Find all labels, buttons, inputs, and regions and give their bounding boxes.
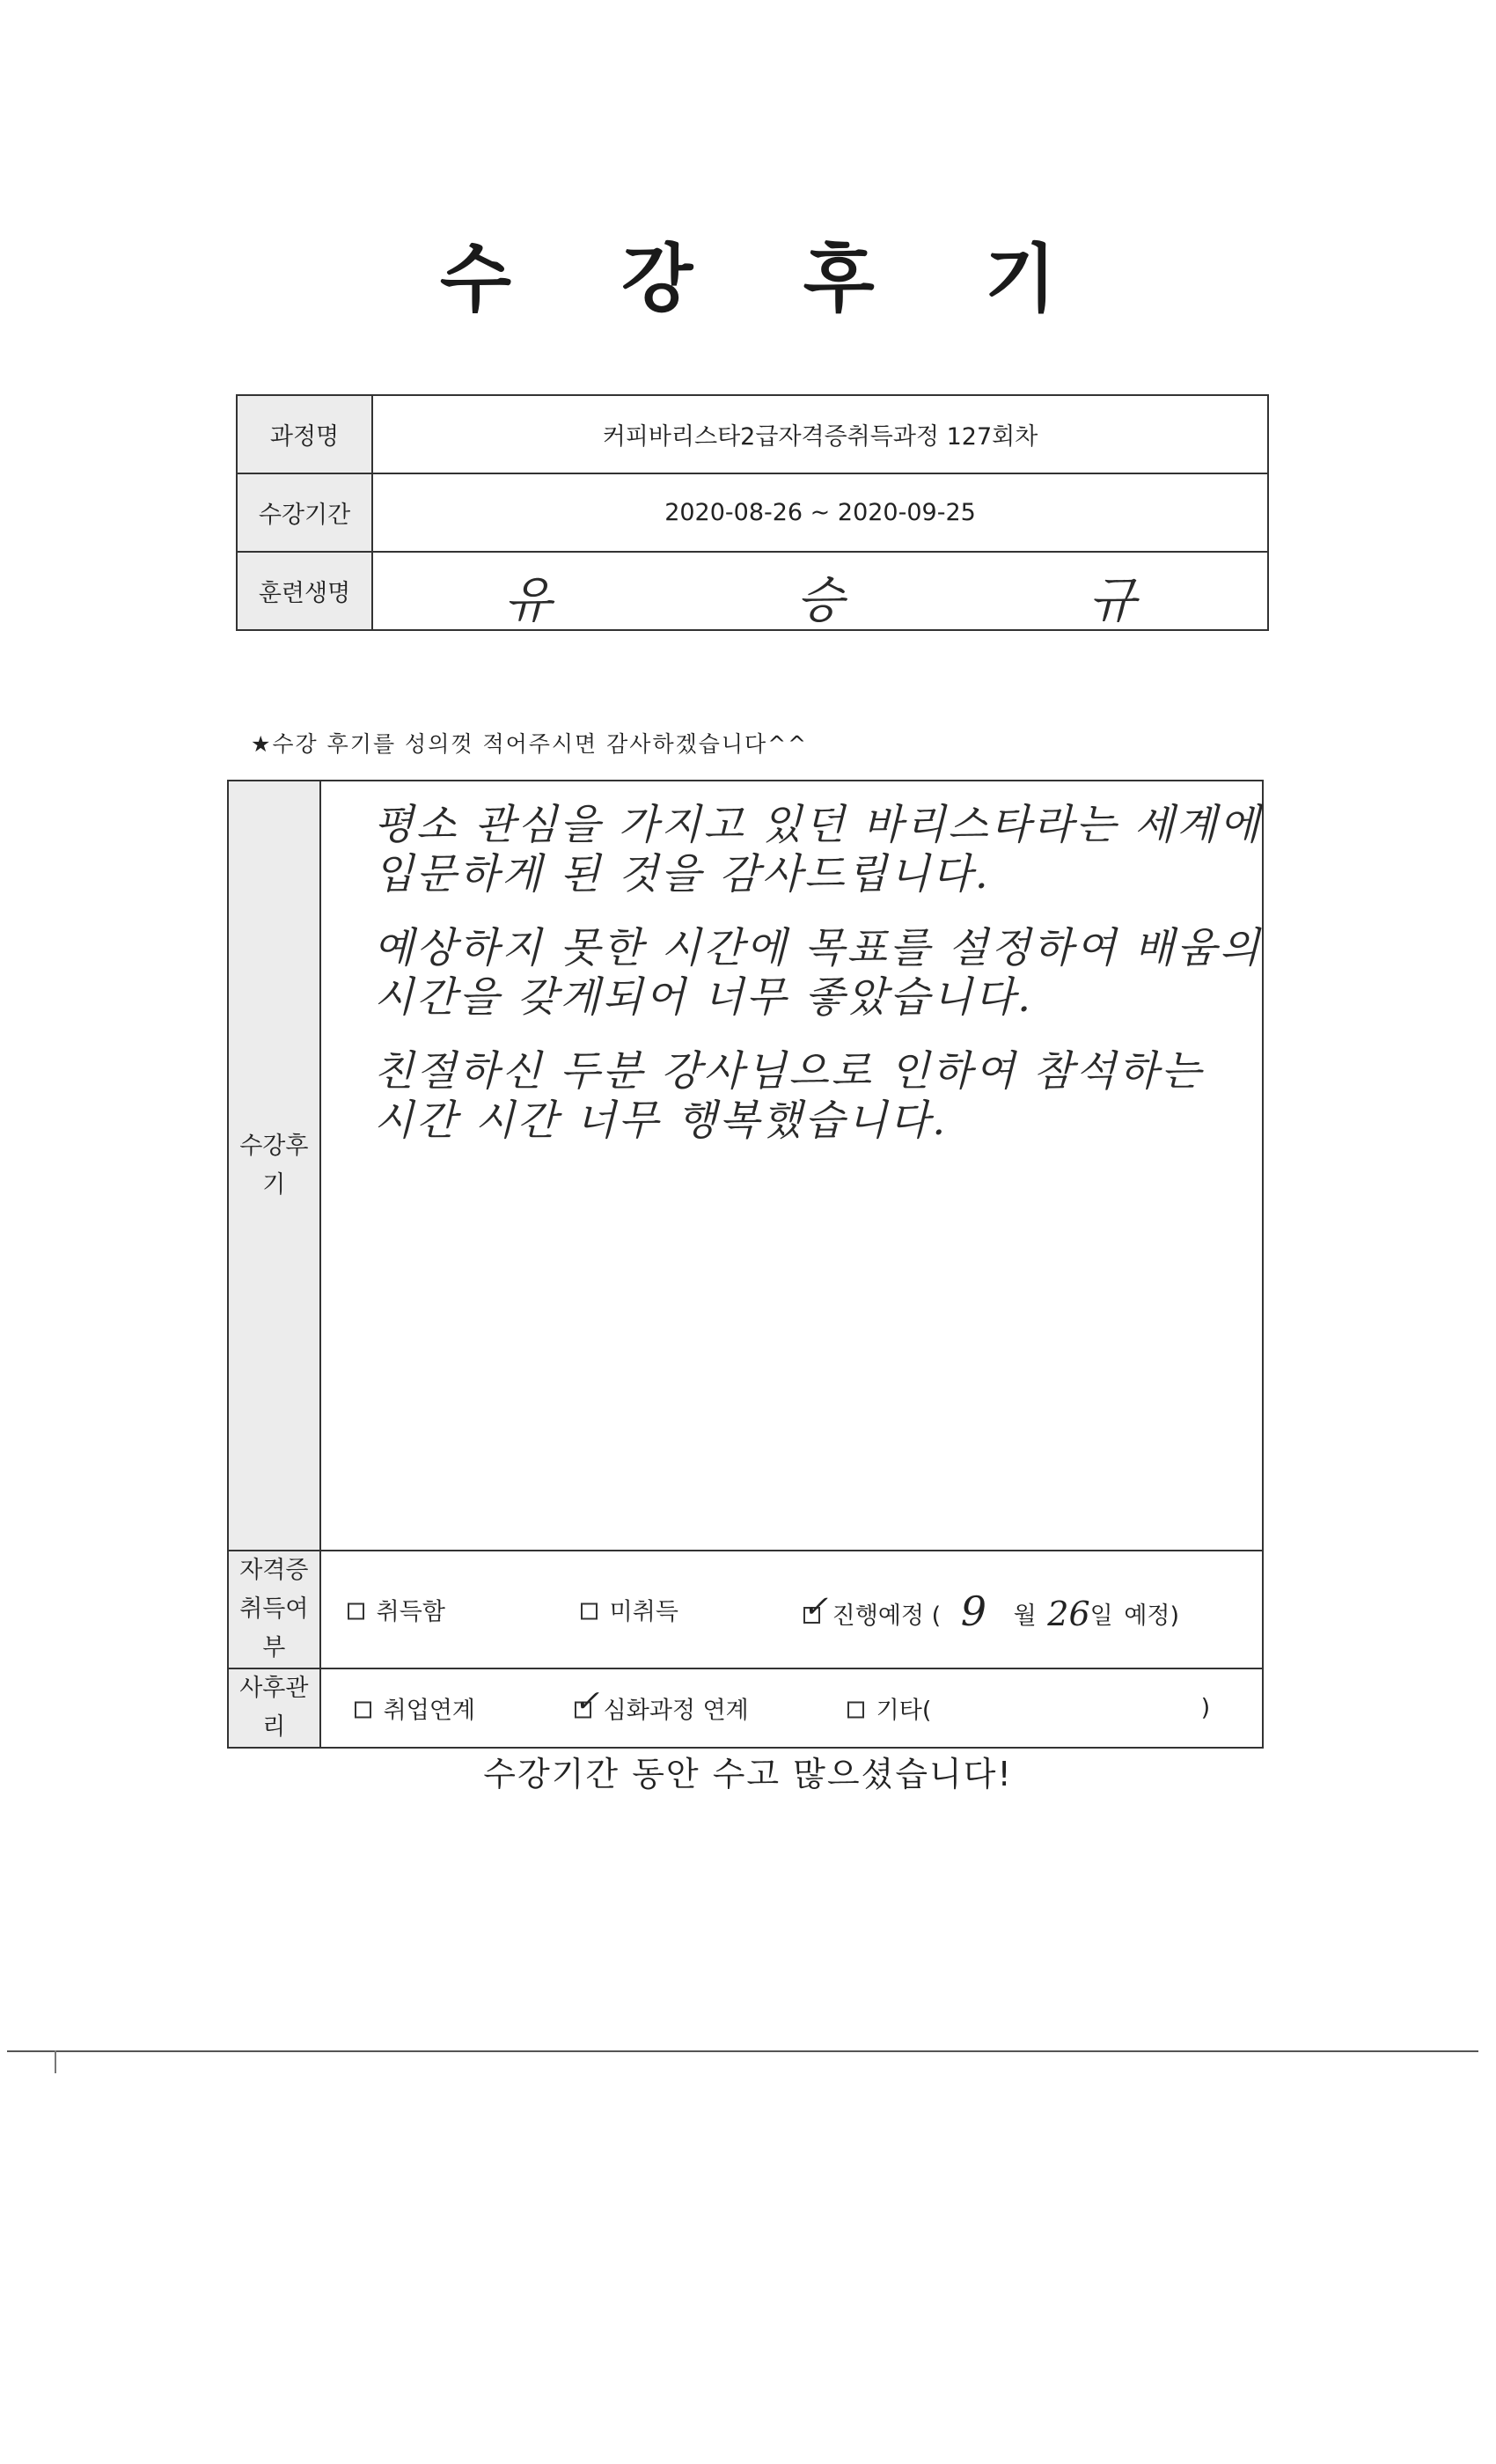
trainee-name-handwritten: 유 승 규 [504,571,1250,629]
trainee-name-cell [372,552,1268,630]
document-title: 수 강 후 기 [439,236,1099,322]
checkbox-checked-icon[interactable] [574,1683,600,1720]
review-line: 예상하지 못한 시간에 목표를 설정하여 배움의 [373,924,1262,972]
option-not-obtained[interactable] [581,1593,678,1627]
option-planned[interactable] [803,1586,1179,1633]
review-line: 시간 시간 너무 행복했습니다. [373,1096,949,1145]
option-obtained-label: 취득함 [376,1598,445,1626]
course-info-table [236,394,1269,631]
check-mark-icon: ✓ [574,1683,600,1720]
table-row [237,552,1268,630]
planned-month-unit: 월 [1013,1602,1037,1630]
course-name-label: 과정명 [237,395,372,473]
certification-options [320,1551,1263,1668]
option-other-label: 기타( [876,1697,932,1725]
page-divider-tick [55,2050,56,2073]
planned-day-unit: 일 [1089,1602,1113,1630]
option-employment-label: 취업연계 [383,1697,475,1725]
closing-message: 수강기간 동안 수고 많으셨습니다! [483,1755,1013,1793]
option-other[interactable] [847,1691,932,1726]
trainee-name-label: 훈련생명 [237,552,372,630]
course-period-label: 수강기간 [237,473,372,552]
checkbox-icon[interactable] [581,1603,598,1620]
table-row [237,473,1268,552]
option-planned-suffix: 예정) [1124,1602,1180,1630]
table-row [237,395,1268,473]
option-employment[interactable] [355,1691,475,1726]
review-line: 시간을 갖게되어 너무 좋았습니다. [373,973,1034,1022]
checkbox-checked-icon[interactable] [803,1589,829,1624]
checkbox-icon[interactable] [847,1702,864,1719]
certification-label-line2: 취득여부 [239,1595,309,1661]
check-mark-icon: ✓ [803,1589,829,1624]
checkbox-icon[interactable] [348,1603,364,1620]
review-line: 입문하게 된 것을 감사드립니다. [373,850,991,898]
planned-day-handwritten: 26 [1047,1595,1090,1633]
option-not-obtained-label: 미취득 [609,1598,678,1626]
review-body [320,781,1263,1551]
review-notice: ★수강 후기를 성의껏 적어주시면 감사하겠습니다^^ [251,731,809,757]
option-advanced[interactable] [574,1683,749,1726]
review-table [227,780,1264,1749]
aftercare-options [320,1668,1263,1748]
table-row [228,1551,1263,1668]
aftercare-label: 사후관리 [228,1668,320,1748]
checkbox-icon[interactable] [355,1702,371,1719]
course-period-value: 2020-08-26 ~ 2020-09-25 [372,473,1268,552]
review-line: 평소 관심을 가지고 있던 바리스타라는 세계에 [373,801,1262,849]
option-advanced-label: 심화과정 연계 [603,1697,749,1725]
certification-label-line1: 자격증 [239,1557,309,1584]
table-row [228,781,1263,1551]
review-label: 수강후기 [228,781,320,1551]
table-row [228,1668,1263,1748]
course-name-value: 커피바리스타2급자격증취득과정 127회차 [372,395,1268,473]
planned-month-handwritten: 9 [960,1588,986,1635]
handwritten-review [321,781,1262,1146]
page-divider [7,2050,1478,2052]
option-obtained[interactable] [348,1593,445,1627]
review-line: 친절하신 두분 강사님으로 인하여 참석하는 [373,1047,1204,1096]
option-planned-prefix: 진행예정 ( [832,1602,942,1630]
option-other-close: ) [1200,1694,1211,1722]
certification-label [228,1551,320,1668]
